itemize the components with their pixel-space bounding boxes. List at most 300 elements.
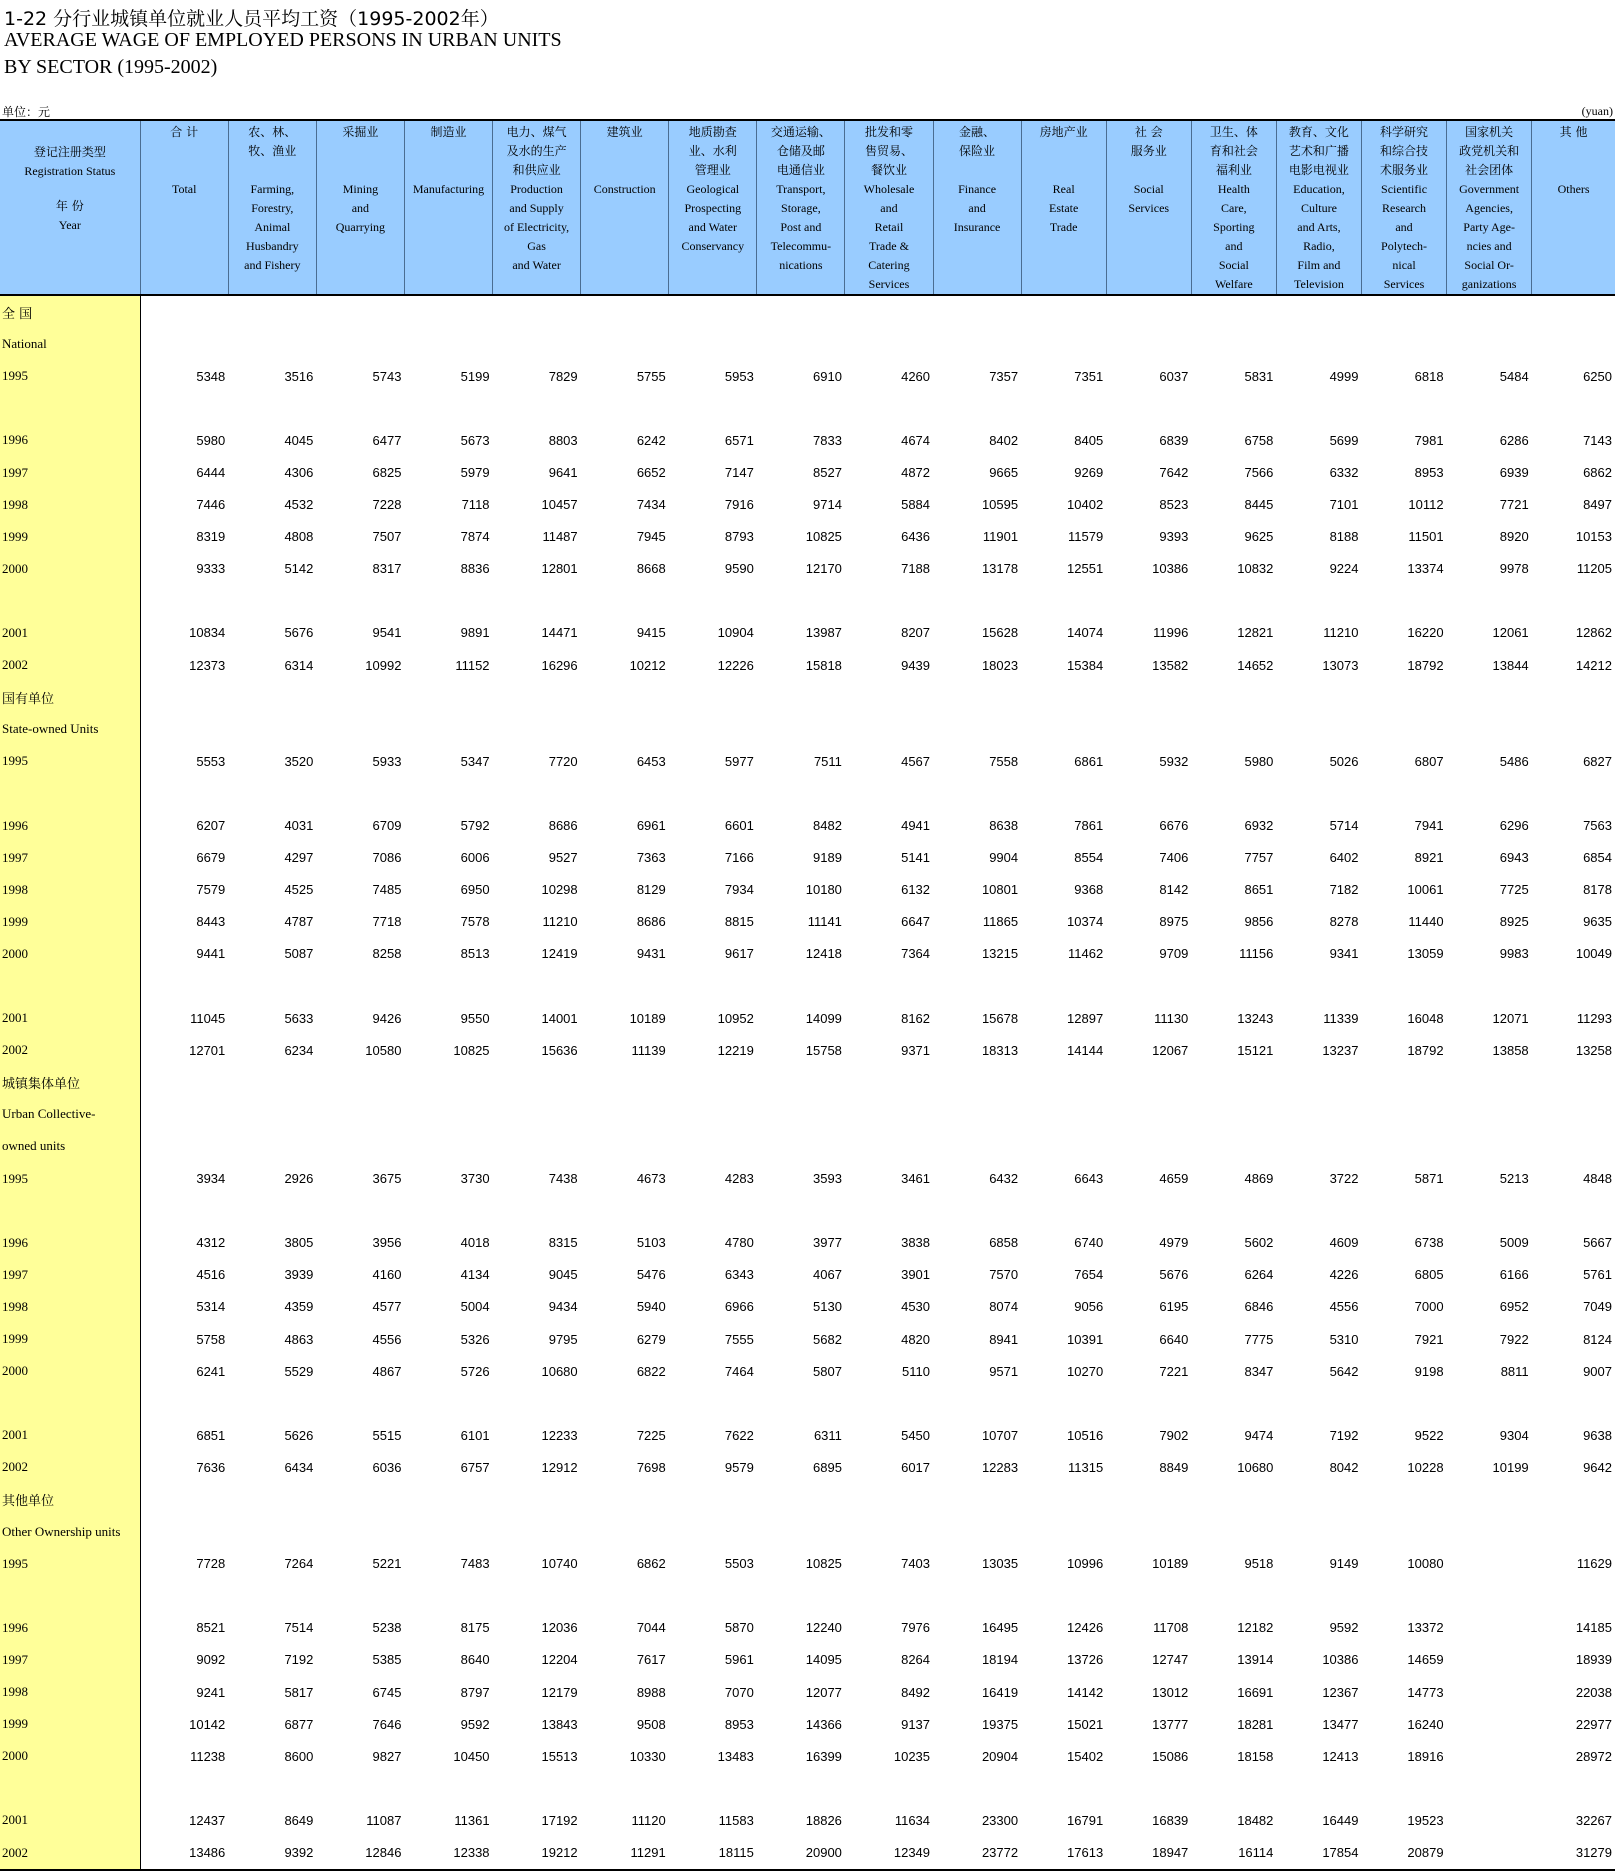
- spacer-label: [0, 970, 140, 1002]
- table-cell: 7833: [813, 432, 842, 448]
- table-cell: [140, 328, 228, 360]
- table-cell: 6311: [813, 1427, 842, 1443]
- table-title-en-line2: BY SECTOR (1995-2002): [4, 56, 218, 78]
- table-cell: 7264: [284, 1556, 314, 1572]
- spacer-cell: [581, 777, 669, 809]
- table-row: [0, 1034, 1615, 1066]
- table-cell: [493, 681, 581, 713]
- table-cell: 6343: [724, 1267, 754, 1283]
- table-cell: 11501: [1408, 529, 1444, 545]
- table-cell: 10834: [189, 625, 226, 641]
- table-cell: 5009: [1499, 1235, 1529, 1251]
- table-cell: 11487: [542, 529, 578, 545]
- table-cell: 16791: [1067, 1812, 1104, 1828]
- table-cell: 9856: [1244, 914, 1274, 930]
- table-cell: [581, 1098, 669, 1130]
- table-cell: 4306: [284, 465, 314, 481]
- table-cell: [581, 1130, 669, 1162]
- table-cell: 13215: [981, 946, 1019, 962]
- spacer-cell: [140, 970, 228, 1002]
- spacer-cell: [1191, 392, 1276, 424]
- table-cell: [1021, 1066, 1106, 1098]
- row-year-label: 1996: [0, 424, 140, 456]
- table-row: [0, 1323, 1615, 1355]
- table-cell: 18115: [718, 1845, 754, 1861]
- table-cell: [1021, 1098, 1106, 1130]
- table-cell: 13073: [1322, 657, 1359, 673]
- table-cell: 9415: [636, 625, 666, 641]
- table-cell: 12862: [1575, 625, 1612, 641]
- section-label: Other Ownership units: [0, 1516, 140, 1548]
- table-cell: 10180: [805, 882, 842, 898]
- table-cell: 4609: [1329, 1235, 1359, 1251]
- table-cell: 11440: [1408, 914, 1444, 930]
- table-cell: 12897: [1067, 1010, 1104, 1026]
- table-cell: 4659: [1159, 1171, 1189, 1187]
- table-cell: [228, 713, 316, 745]
- spacer-cell: [1361, 392, 1446, 424]
- table-cell: 6966: [724, 1299, 754, 1315]
- table-cell: 15384: [1067, 657, 1104, 673]
- column-header: [757, 120, 845, 295]
- table-cell: 4260: [901, 368, 931, 384]
- table-cell: 10680: [541, 1363, 578, 1379]
- table-cell: 7403: [901, 1556, 931, 1572]
- table-cell: 7775: [1244, 1331, 1274, 1347]
- table-cell: 5676: [284, 625, 314, 641]
- spacer-cell: [1276, 970, 1361, 1002]
- section-label: 其他单位: [0, 1483, 140, 1515]
- spacer-cell: [581, 1772, 669, 1804]
- table-cell: [140, 1483, 228, 1515]
- table-cell: 13035: [981, 1556, 1019, 1572]
- table-cell: 10457: [541, 497, 578, 513]
- table-cell: 5626: [284, 1427, 314, 1443]
- table-cell: 4556: [372, 1331, 402, 1347]
- table-cell: 13012: [1152, 1684, 1189, 1700]
- table-cell: 5484: [1499, 368, 1529, 384]
- spacer-cell: [1276, 1387, 1361, 1419]
- spacer-cell: [228, 1387, 316, 1419]
- spacer-cell: [1532, 970, 1615, 1002]
- table-cell: [1447, 1516, 1532, 1548]
- table-cell: 5529: [284, 1363, 314, 1379]
- spacer-cell: [316, 970, 404, 1002]
- table-cell: 15818: [805, 657, 842, 673]
- table-row: [0, 1355, 1615, 1387]
- column-header-cn: 制造业: [430, 125, 467, 139]
- table-cell: 12283: [981, 1459, 1019, 1475]
- table-cell: 11238: [190, 1748, 226, 1764]
- table-cell: [1447, 1612, 1532, 1644]
- table-cell: 5726: [460, 1363, 490, 1379]
- table-cell: 4787: [284, 914, 314, 930]
- spacer-cell: [933, 1195, 1021, 1227]
- spacer-cell: [316, 1580, 404, 1612]
- table-cell: 8188: [1329, 529, 1359, 545]
- table-cell: 9341: [1329, 946, 1359, 962]
- column-header-en: Mining and Quarrying: [335, 182, 386, 234]
- spacer-cell: [1532, 1772, 1615, 1804]
- table-cell: 11156: [1239, 946, 1274, 962]
- table-cell: [669, 328, 757, 360]
- table-cell: 8124: [1583, 1331, 1612, 1347]
- table-cell: 8686: [548, 818, 578, 834]
- table-cell: 9635: [1583, 914, 1612, 930]
- table-cell: 6242: [636, 432, 666, 448]
- table-cell: 8347: [1244, 1363, 1274, 1379]
- table-cell: 8492: [901, 1684, 931, 1700]
- table-cell: [316, 681, 404, 713]
- table-cell: 7514: [284, 1620, 314, 1636]
- table-cell: 8129: [636, 882, 666, 898]
- table-cell: [1361, 1130, 1446, 1162]
- table-cell: 5667: [1583, 1235, 1612, 1251]
- column-header-cn: 社 会 服务业: [1130, 125, 1167, 158]
- table-cell: 6822: [636, 1363, 666, 1379]
- table-cell: 8988: [636, 1684, 666, 1700]
- table-cell: 4567: [901, 753, 931, 769]
- table-cell: 5642: [1329, 1363, 1359, 1379]
- spacer-label: [0, 777, 140, 809]
- table-cell: 6676: [1159, 818, 1189, 834]
- table-cell: 15636: [541, 1042, 578, 1058]
- table-cell: [1021, 1483, 1106, 1515]
- section-label-row: [0, 1066, 1615, 1098]
- table-cell: [581, 1066, 669, 1098]
- table-cell: 7147: [724, 465, 754, 481]
- column-header-en: Transport, Storage, Post and Telecommu- nications: [770, 182, 832, 272]
- table-cell: [404, 1130, 492, 1162]
- table-cell: 13059: [1407, 946, 1444, 962]
- table-cell: 14212: [1575, 657, 1612, 673]
- table-cell: 18482: [1237, 1812, 1274, 1828]
- table-cell: 4808: [284, 529, 314, 545]
- table-cell: 4067: [813, 1267, 842, 1283]
- table-cell: 5979: [460, 465, 490, 481]
- table-cell: 13843: [541, 1716, 578, 1732]
- table-cell: 5347: [460, 753, 490, 769]
- spacer-cell: [1447, 392, 1532, 424]
- table-cell: 14001: [541, 1010, 578, 1026]
- table-cell: [1532, 713, 1615, 745]
- table-cell: [757, 1066, 845, 1098]
- table-cell: 8315: [548, 1235, 578, 1251]
- row-year-label: 2000: [0, 1740, 140, 1772]
- table-cell: 5213: [1499, 1171, 1529, 1187]
- table-cell: 9189: [813, 850, 842, 866]
- table-cell: 7829: [548, 368, 578, 384]
- section-label: State-owned Units: [0, 713, 140, 745]
- table-cell: 4999: [1329, 368, 1359, 384]
- spacer-cell: [757, 392, 845, 424]
- table-cell: 3520: [284, 753, 314, 769]
- table-cell: 7434: [636, 497, 666, 513]
- table-cell: 4556: [1329, 1299, 1359, 1315]
- table-cell: [1106, 295, 1191, 328]
- table-cell: [1276, 1483, 1361, 1515]
- table-cell: 13726: [1067, 1652, 1104, 1668]
- table-cell: 8178: [1583, 882, 1612, 898]
- table-cell: 9571: [989, 1363, 1019, 1379]
- table-cell: 15121: [1237, 1042, 1274, 1058]
- section-label: 城镇集体单位: [0, 1066, 140, 1098]
- table-cell: 3730: [460, 1171, 490, 1187]
- table-cell: 7192: [1329, 1427, 1359, 1443]
- row-year-label: 1998: [0, 874, 140, 906]
- table-cell: [1361, 1483, 1446, 1515]
- spacer-cell: [1532, 585, 1615, 617]
- table-row: [0, 1644, 1615, 1676]
- table-cell: 5933: [372, 753, 402, 769]
- spacer-cell: [757, 970, 845, 1002]
- table-cell: 7364: [901, 946, 931, 962]
- table-cell: 4673: [636, 1171, 666, 1187]
- table-cell: 14099: [805, 1010, 842, 1026]
- column-header: [1106, 120, 1191, 295]
- table-row: [0, 617, 1615, 649]
- spacer-cell: [1532, 1580, 1615, 1612]
- spacer-cell: [316, 1387, 404, 1419]
- table-cell: 10832: [1237, 561, 1274, 577]
- table-cell: 7000: [1414, 1299, 1444, 1315]
- table-cell: 3805: [284, 1235, 314, 1251]
- table-cell: 6939: [1499, 465, 1529, 481]
- table-cell: [1021, 713, 1106, 745]
- table-cell: [493, 1066, 581, 1098]
- row-year-label: 1998: [0, 489, 140, 521]
- table-cell: 6207: [196, 818, 226, 834]
- table-cell: 18158: [1237, 1748, 1274, 1764]
- table-row: [0, 1740, 1615, 1772]
- table-cell: [669, 681, 757, 713]
- table-cell: 6851: [196, 1427, 226, 1443]
- table-cell: [1532, 1066, 1615, 1098]
- spacer-cell: [1021, 777, 1106, 809]
- table-cell: [1191, 1483, 1276, 1515]
- column-header: [493, 120, 581, 295]
- spacer-cell: [404, 1195, 492, 1227]
- table-cell: 7228: [372, 497, 402, 513]
- spacer-cell: [933, 777, 1021, 809]
- row-year-label: 1997: [0, 456, 140, 488]
- table-cell: 6640: [1159, 1331, 1189, 1347]
- table-cell: 13914: [1237, 1652, 1274, 1668]
- table-cell: 8811: [1500, 1363, 1529, 1379]
- column-header-en: Health Care, Sporting and Social Welfare: [1213, 182, 1255, 291]
- table-cell: 9642: [1583, 1459, 1612, 1475]
- section-label: Urban Collective-: [0, 1098, 140, 1130]
- table-cell: 11339: [1323, 1010, 1359, 1026]
- spacer-cell: [404, 777, 492, 809]
- table-cell: 16449: [1322, 1812, 1359, 1828]
- table-cell: 12801: [541, 561, 578, 577]
- table-cell: [1447, 328, 1532, 360]
- table-cell: 9527: [548, 850, 578, 866]
- table-cell: [404, 1098, 492, 1130]
- table-cell: 23300: [981, 1812, 1019, 1828]
- table-cell: 9518: [1244, 1556, 1274, 1572]
- table-cell: 8793: [724, 529, 754, 545]
- table-cell: 10740: [541, 1556, 578, 1572]
- spacer-cell: [845, 1772, 933, 1804]
- spacer-cell: [669, 1387, 757, 1419]
- table-cell: 6862: [1583, 465, 1612, 481]
- table-cell: 7934: [724, 882, 754, 898]
- column-header: [404, 120, 492, 295]
- table-cell: 9007: [1583, 1363, 1612, 1379]
- table-cell: 13477: [1322, 1716, 1359, 1732]
- table-cell: 12747: [1152, 1652, 1189, 1668]
- spacer-cell: [669, 1580, 757, 1612]
- spacer-cell: [1191, 970, 1276, 1002]
- spacer-cell: [404, 1387, 492, 1419]
- table-cell: 6877: [284, 1716, 314, 1732]
- row-year-label: 2001: [0, 1002, 140, 1034]
- table-cell: 4045: [284, 432, 314, 448]
- table-cell: 6643: [1074, 1171, 1104, 1187]
- table-cell: 5980: [196, 432, 226, 448]
- table-title-cn: 1-22 分行业城镇单位就业人员平均工资（1995-2002年）: [4, 8, 499, 30]
- table-cell: 11087: [366, 1812, 402, 1828]
- table-cell: 5743: [372, 368, 402, 384]
- table-cell: [1447, 1130, 1532, 1162]
- spacer-cell: [316, 1195, 404, 1227]
- table-cell: 7192: [284, 1652, 314, 1668]
- table-cell: 8640: [460, 1652, 490, 1668]
- spacer-cell: [1276, 1772, 1361, 1804]
- table-cell: 8443: [196, 914, 226, 930]
- table-cell: [757, 1098, 845, 1130]
- table-cell: [228, 1130, 316, 1162]
- table-cell: [1447, 1098, 1532, 1130]
- table-cell: 13858: [1492, 1042, 1529, 1058]
- spacer-cell: [1021, 970, 1106, 1002]
- table-cell: 8513: [460, 946, 490, 962]
- stub-header-cn: 登记注册类型: [33, 145, 106, 159]
- row-year-label: 1999: [0, 1323, 140, 1355]
- table-cell: 10212: [629, 657, 666, 673]
- table-cell: 2926: [284, 1171, 314, 1187]
- section-label-row: [0, 1130, 1615, 1162]
- spacer-cell: [1532, 777, 1615, 809]
- table-cell: [1106, 1130, 1191, 1162]
- table-cell: 9714: [813, 497, 842, 513]
- spacer-cell: [1191, 1387, 1276, 1419]
- table-row: [0, 1837, 1615, 1869]
- spacer-cell: [669, 585, 757, 617]
- unit-label-en: (yuan): [1581, 104, 1613, 118]
- table-cell: 6234: [284, 1042, 314, 1058]
- table-cell: 11865: [982, 914, 1019, 930]
- table-cell: [1532, 1098, 1615, 1130]
- table-cell: [404, 713, 492, 745]
- table-cell: 5807: [813, 1363, 842, 1379]
- table-row: [0, 1612, 1615, 1644]
- table-cell: 4577: [372, 1299, 402, 1315]
- table-cell: 5761: [1583, 1267, 1612, 1283]
- section-label: owned units: [0, 1130, 140, 1162]
- row-year-label: 1996: [0, 1227, 140, 1259]
- row-year-label: 1995: [0, 1163, 140, 1195]
- table-cell: 12204: [541, 1652, 578, 1668]
- spacer-cell: [140, 1387, 228, 1419]
- table-cell: 32267: [1575, 1812, 1612, 1828]
- table-cell: [1191, 1130, 1276, 1162]
- table-cell: 10142: [189, 1716, 226, 1732]
- table-cell: 6264: [1244, 1267, 1274, 1283]
- table-cell: 7718: [372, 914, 402, 930]
- table-cell: [1447, 1804, 1532, 1836]
- table-cell: 10825: [453, 1042, 490, 1058]
- table-cell: 12240: [805, 1620, 842, 1636]
- table-cell: 12373: [189, 657, 226, 673]
- table-cell: 6895: [813, 1459, 842, 1475]
- table-cell: [228, 1066, 316, 1098]
- table-cell: 11210: [1323, 625, 1359, 641]
- table-cell: 15402: [1067, 1748, 1104, 1764]
- table-cell: 17192: [541, 1812, 578, 1828]
- spacer-cell: [669, 777, 757, 809]
- table-cell: 13374: [1407, 561, 1444, 577]
- table-cell: 4297: [284, 850, 314, 866]
- section-label: 全 国: [0, 295, 140, 328]
- table-cell: [140, 295, 228, 328]
- table-cell: 9592: [460, 1716, 490, 1732]
- table-cell: [581, 1483, 669, 1515]
- table-cell: [1191, 295, 1276, 328]
- table-cell: 5676: [1159, 1267, 1189, 1283]
- table-cell: 10904: [717, 625, 754, 641]
- table-row: [0, 842, 1615, 874]
- table-cell: 10153: [1575, 529, 1612, 545]
- spacer-cell: [845, 970, 933, 1002]
- table-cell: 9983: [1499, 946, 1529, 962]
- spacer-cell: [845, 777, 933, 809]
- table-cell: 6132: [901, 882, 931, 898]
- table-cell: 9541: [372, 625, 402, 641]
- table-cell: [845, 1483, 933, 1515]
- table-cell: [1106, 681, 1191, 713]
- table-cell: 18281: [1237, 1716, 1274, 1732]
- table-cell: [581, 1516, 669, 1548]
- table-cell: 4359: [284, 1299, 314, 1315]
- table-cell: 6434: [284, 1459, 314, 1475]
- table-cell: 9891: [460, 625, 490, 641]
- spacer-cell: [1021, 392, 1106, 424]
- table-cell: 12821: [1237, 625, 1274, 641]
- spacer-cell: [581, 1195, 669, 1227]
- table-cell: [1276, 1516, 1361, 1548]
- table-cell: 20900: [805, 1845, 842, 1861]
- table-cell: 7728: [196, 1556, 226, 1572]
- table-cell: 9625: [1244, 529, 1274, 545]
- table-cell: [669, 1516, 757, 1548]
- table-cell: 5758: [196, 1331, 226, 1347]
- section-label-row: [0, 1098, 1615, 1130]
- table-cell: [493, 1516, 581, 1548]
- table-cell: 5238: [372, 1620, 402, 1636]
- spacer-cell: [1532, 1195, 1615, 1227]
- table-cell: [1276, 713, 1361, 745]
- table-cell: 7721: [1499, 497, 1529, 513]
- table-cell: [581, 295, 669, 328]
- table-cell: 18947: [1152, 1845, 1189, 1861]
- table-row: [0, 1676, 1615, 1708]
- table-cell: 7511: [813, 753, 842, 769]
- table-cell: 5314: [196, 1299, 226, 1315]
- table-cell: 5310: [1329, 1331, 1359, 1347]
